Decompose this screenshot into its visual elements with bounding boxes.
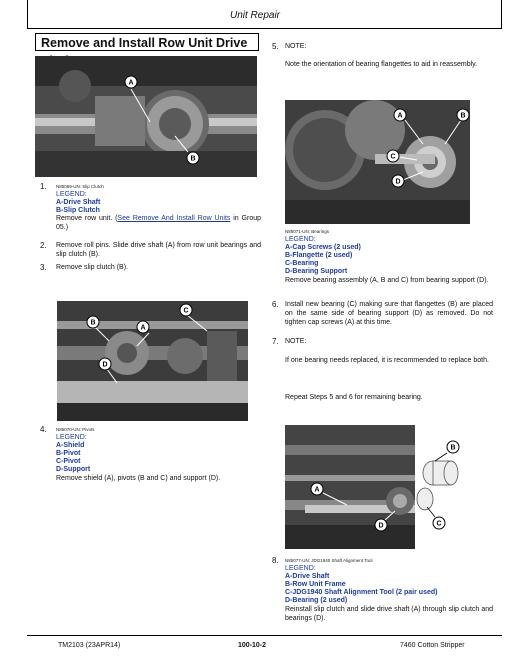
legend-item: A-Shield [56, 442, 85, 449]
callout-b-label: B [460, 112, 466, 120]
step-1-text [56, 214, 261, 232]
step-5-note-label: NOTE: [285, 43, 307, 50]
legend-item: B-Row Unit Frame [285, 581, 346, 588]
photo-slip-clutch [35, 56, 257, 177]
legend-title: LEGEND: [285, 236, 316, 243]
page-header-title: Unit Repair [229, 10, 281, 21]
legend-item: D-Bearing (2 used) [285, 597, 348, 604]
callout-c-label: C [436, 520, 442, 528]
footer-rule [27, 635, 502, 636]
step-8-legend [285, 565, 437, 605]
step-8-number: 8. [272, 556, 279, 565]
step-6-text: Install new bearing (C) making sure that flangettes (B) are placed on the same side of bearing support (D) as removed. Do not tighten cap screws (A) at this time. [285, 301, 493, 326]
legend-item: C-Bearing [285, 260, 319, 267]
step-1-number: 1. [40, 182, 47, 191]
photo-2-text: Remove bearing assembly (A, B and C) from bearing support (D). [285, 277, 489, 284]
step-6-number: 6. [272, 300, 279, 309]
step-4-caption: N85070-UN: Pivots [56, 427, 95, 432]
legend-title: LEGEND: [56, 191, 87, 198]
step-3-number: 3. [40, 263, 47, 272]
callout-a-label: A [128, 79, 134, 87]
section-title: Remove and Install Row Unit Drive [35, 33, 259, 51]
callout-d-label: D [395, 178, 401, 186]
legend-title: LEGEND: [285, 565, 316, 572]
step-1-text-pre: Remove row unit. ( [56, 215, 118, 222]
legend-item: A-Drive Shaft [285, 573, 330, 580]
step-1-text-post: in Group 05.) [56, 215, 261, 231]
photo-2-caption: N85071-UN: Bearings [285, 229, 330, 234]
footer-left: TM2103 (23APR14) [58, 642, 121, 649]
step-8-text: Reinstall slip clutch and slide drive shaft (A) through slip clutch and bearings (D). [285, 606, 493, 622]
legend-item: B-Pivot [56, 450, 81, 457]
callout-a-label: A [397, 112, 403, 120]
legend-item: D-Support [56, 466, 91, 473]
step-7-note-text: If one bearing needs replaced, it is recommended to replace both. [285, 357, 489, 364]
step-4-text: Remove shield (A), pivots (B and C) and support (D). [56, 475, 221, 482]
step-2-number: 2. [40, 241, 47, 250]
photo-2-legend [285, 236, 361, 276]
legend-item: B-Flangette (2 used) [285, 252, 353, 259]
photo-bearings [285, 100, 470, 224]
footer-right: 7460 Cotton Stripper [400, 642, 465, 649]
callout-a-label: A [140, 324, 146, 332]
step-1-legend [56, 191, 100, 215]
photo-pivots [57, 301, 248, 421]
step-4-legend [56, 434, 90, 474]
callout-d-label: D [378, 522, 384, 530]
callout-a-label: A [314, 486, 320, 494]
step-7-note-label: NOTE: [285, 338, 307, 345]
callout-c-label: C [390, 153, 396, 161]
legend-item: C-JDG1940 Shaft Alignment Tool (2 pair used) [285, 589, 438, 596]
step-3-text: Remove slip clutch (B). [56, 264, 128, 271]
callout-b-label: B [450, 444, 456, 452]
see-remove-install-row-units-link[interactable]: See Remove And Install Row Units [117, 215, 231, 222]
callout-c-label: C [183, 307, 189, 315]
step-8-caption: N85077-UN: JDG1940 Shaft Alignment Tool [285, 558, 373, 563]
header-rule [27, 28, 502, 29]
step-5-number: 5. [272, 42, 279, 51]
legend-item: B-Slip Clutch [56, 207, 100, 214]
photo-alignment-tool [285, 425, 465, 549]
callout-b-label: B [90, 319, 96, 327]
legend-item: A-Cap Screws (2 used) [285, 244, 361, 251]
legend-item: A-Drive Shaft [56, 199, 101, 206]
step-1-caption: N85069-UN: Slip Clutch [56, 184, 104, 189]
legend-title: LEGEND: [56, 434, 87, 441]
callout-b-label: B [190, 155, 196, 163]
callout-d-label: D [102, 361, 108, 369]
legend-item: C-Pivot [56, 458, 81, 465]
step-7-number: 7. [272, 337, 279, 346]
repeat-steps-text: Repeat Steps 5 and 6 for remaining bearing. [285, 394, 423, 401]
step-5-note-text: Note the orientation of bearing flangettes to aid in reassembly. [285, 61, 478, 68]
legend-item: D-Bearing Support [285, 268, 348, 275]
step-2-text: Remove roll pins. Slide drive shaft (A) from row unit bearings and slip clutch (B). [56, 242, 261, 258]
step-4-number: 4. [40, 425, 47, 434]
footer-page-number: 100-10-2 [238, 642, 267, 649]
